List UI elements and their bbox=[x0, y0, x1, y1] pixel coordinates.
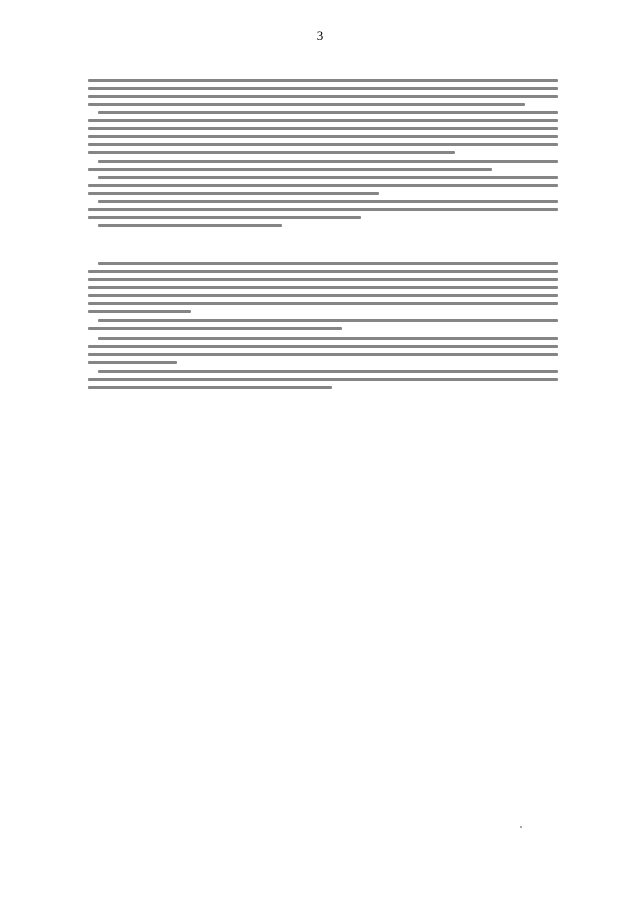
paragraph-text-line bbox=[88, 361, 177, 364]
page-number: 3 bbox=[316, 28, 324, 43]
paragraph-text-line bbox=[88, 345, 558, 348]
paragraph bbox=[88, 319, 558, 335]
paragraph-text-line bbox=[88, 79, 558, 82]
paragraph-text-line bbox=[88, 127, 558, 130]
paragraph-text-line bbox=[88, 184, 558, 187]
paragraph-text-line bbox=[88, 327, 342, 330]
paragraph-text-line bbox=[88, 302, 558, 305]
paragraph bbox=[88, 370, 558, 394]
paragraph-text-line bbox=[88, 378, 558, 381]
paragraph-text-line bbox=[98, 262, 558, 265]
paragraph-text-line bbox=[88, 386, 332, 389]
paragraph-text-line bbox=[88, 294, 558, 297]
paragraph bbox=[88, 224, 558, 232]
paragraph bbox=[88, 79, 558, 111]
paragraph-text-line bbox=[98, 176, 558, 179]
paragraph bbox=[88, 176, 558, 200]
paragraph-text-line bbox=[88, 135, 558, 138]
paragraph-text-line bbox=[98, 224, 282, 227]
paragraph-text-line bbox=[88, 151, 455, 154]
paragraph-text-line bbox=[88, 87, 558, 90]
paragraph-text-line bbox=[88, 119, 558, 122]
paragraph-text-line bbox=[88, 143, 558, 146]
paragraph-text-line bbox=[98, 370, 558, 373]
paragraph bbox=[88, 200, 558, 224]
paragraph-text-line bbox=[88, 168, 492, 171]
paragraph bbox=[88, 111, 558, 159]
paragraph-text-line bbox=[98, 111, 558, 114]
paragraph-text-line bbox=[88, 270, 558, 273]
paragraph-text-line bbox=[88, 103, 525, 106]
paragraph-text-line bbox=[88, 192, 379, 195]
scan-speck bbox=[520, 826, 522, 828]
paragraph-text-line bbox=[88, 208, 558, 211]
paragraph-text-line bbox=[98, 200, 558, 203]
paragraph-text-line bbox=[88, 95, 558, 98]
paragraph-text-line bbox=[88, 353, 558, 356]
paragraph bbox=[88, 160, 558, 176]
paragraph bbox=[88, 262, 558, 318]
paragraph-text-line bbox=[98, 319, 558, 322]
paragraph-text-line bbox=[98, 160, 558, 163]
paragraph-text-line bbox=[98, 337, 558, 340]
paragraph-text-line bbox=[88, 310, 191, 313]
paragraph-text-line bbox=[88, 278, 558, 281]
paragraph-text-line bbox=[88, 286, 558, 289]
paragraph-text-line bbox=[88, 216, 361, 219]
paragraph bbox=[88, 337, 558, 369]
